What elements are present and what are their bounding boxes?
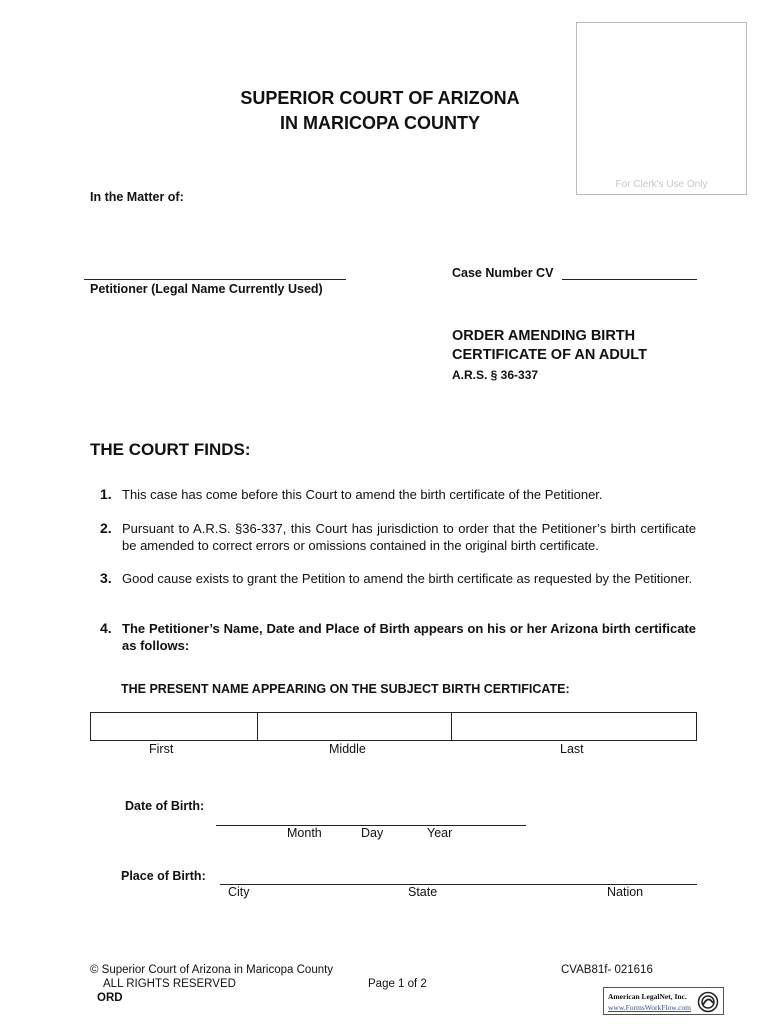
footer-form-code: CVAB81f- 021616	[561, 964, 653, 976]
finding-number: 4.	[100, 620, 112, 636]
matter-label: In the Matter of:	[90, 190, 184, 204]
dob-year-caption: Year	[427, 826, 453, 840]
name-table	[90, 712, 697, 741]
court-name: SUPERIOR COURT OF ARIZONA	[240, 88, 520, 108]
first-name-field[interactable]	[91, 713, 258, 740]
dob-day-caption: Day	[361, 826, 384, 840]
footer-doc-type: ORD	[97, 992, 123, 1004]
finding-text: This case has come before this Court to amend the birth certificate of the Petitioner.	[122, 487, 603, 502]
footer-rights: ALL RIGHTS RESERVED	[103, 978, 236, 990]
publisher-name: American LegalNet, Inc.	[608, 992, 687, 1001]
finding-item	[100, 570, 696, 587]
court-county: IN MARICOPA COUNTY	[280, 113, 480, 133]
last-name-field[interactable]	[452, 713, 696, 740]
first-name-caption: First	[149, 742, 174, 756]
publisher-url[interactable]: www.FormsWorkFlow.com	[608, 1003, 692, 1012]
clerk-use-box	[576, 22, 747, 195]
publisher-logo-icon	[697, 991, 719, 1013]
publisher-stamp	[603, 987, 724, 1015]
finding-item	[100, 486, 696, 503]
footer-page-number: Page 1 of 2	[368, 978, 427, 990]
dob-label: Date of Birth:	[125, 799, 205, 813]
finding-item	[100, 520, 696, 554]
finding-text: Good cause exists to grant the Petition to amend the birth certificate as requested by the Petitioner.	[122, 571, 693, 586]
case-number-label: Case Number CV	[452, 266, 554, 280]
finding-text: Pursuant to A.R.S. §36-337, this Court has jurisdiction to order that the Petitioner’s birth certificate be amended to correct errors or omissions contained in the original birth certificate.	[122, 521, 696, 553]
order-title-line1: ORDER AMENDING BIRTH	[452, 328, 636, 344]
finding-number: 1.	[100, 486, 112, 502]
petitioner-label: Petitioner (Legal Name Currently Used)	[90, 282, 323, 296]
petitioner-line[interactable]	[84, 279, 346, 280]
pob-city-caption: City	[228, 885, 250, 899]
pob-state-caption: State	[408, 885, 438, 899]
finding-number: 2.	[100, 520, 112, 536]
footer-copyright: © Superior Court of Arizona in Maricopa County	[90, 964, 334, 976]
findings-heading: THE COURT FINDS:	[90, 440, 251, 459]
middle-name-field[interactable]	[258, 713, 452, 740]
middle-name-caption: Middle	[329, 742, 366, 756]
dob-month-caption: Month	[287, 826, 322, 840]
order-title-line2: CERTIFICATE OF AN ADULT	[452, 347, 647, 363]
finding-text: The Petitioner’s Name, Date and Place of Birth appears on his or her Arizona birth certificate as follows:	[122, 621, 696, 653]
pob-nation-caption: Nation	[607, 885, 644, 899]
present-name-heading: THE PRESENT NAME APPEARING ON THE SUBJECT BIRTH CERTIFICATE:	[121, 682, 570, 696]
last-name-caption: Last	[560, 742, 584, 756]
clerk-use-label: For Clerk's Use Only	[615, 179, 708, 190]
order-statute: A.R.S. § 36-337	[452, 368, 539, 382]
finding-item	[100, 620, 696, 654]
case-number-line[interactable]	[562, 279, 697, 280]
pob-label: Place of Birth:	[121, 869, 206, 883]
finding-number: 3.	[100, 570, 112, 586]
